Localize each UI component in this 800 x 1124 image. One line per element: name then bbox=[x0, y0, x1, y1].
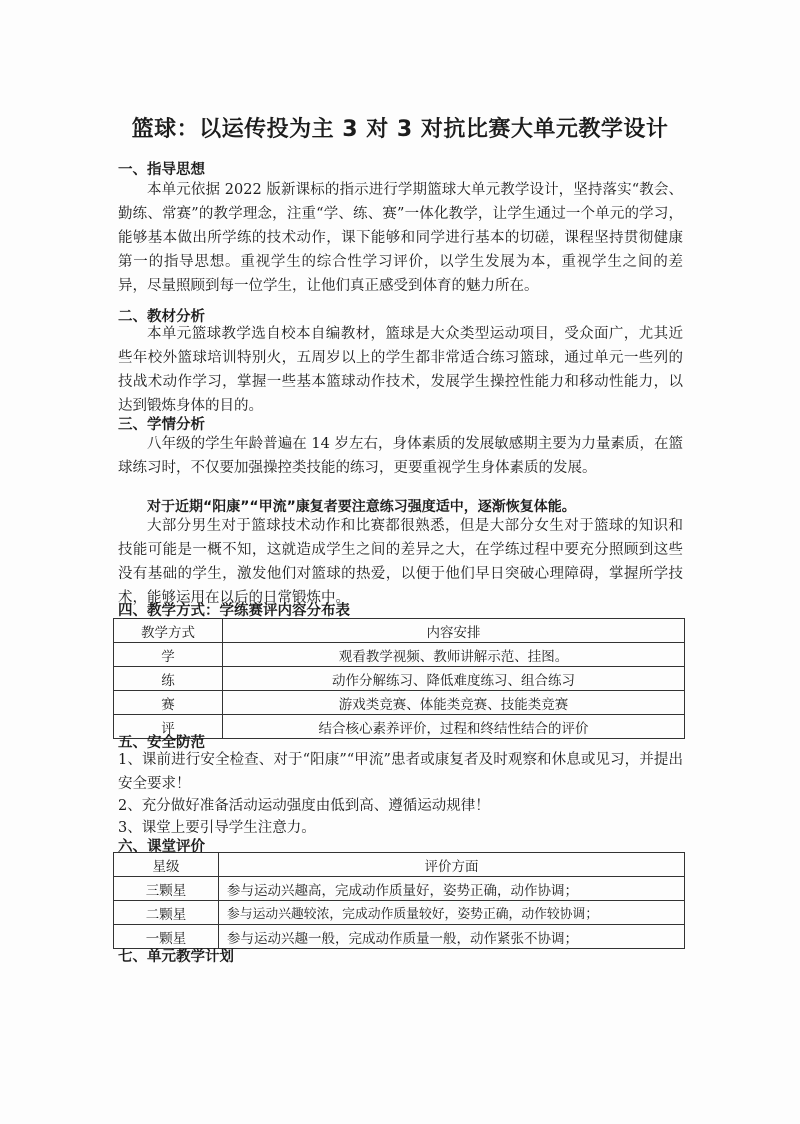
bold-note-recovery: 对于近期“阳康”“甲流”康复者要注意练习强度适中，逐渐恢复体能。 bbox=[147, 499, 576, 515]
table-cell: 二颗星 bbox=[114, 901, 219, 925]
table-row bbox=[114, 901, 685, 925]
paragraph-guiding-thought: 本单元依据 2022 版新课标的指示进行学期篮球大单元教学设计，坚持落实“教会、勤练、常赛”的教学理念，注重“学、练、赛”一体化教学，让学生通过一个单元的学习，能够基本做出所学练的技术动作，课下能够和同学进行基本的切磋，课程坚持贯彻健康第一的指导思想。重视学生的综合性学习评价，以学生发展为本，重视学生之间的差异，尽量照顾到每一位学生，让他们真正感受到体育的魅力所在。 bbox=[118, 182, 683, 294]
paragraph-learner-analysis-1: 八年级的学生年龄普遍在 14 岁左右，身体素质的发展敏感期主要为力量素质，在篮球练习时，不仅要加强操控类技能的练习，更要重视学生身体素质的发展。 bbox=[118, 436, 683, 476]
table-header-row bbox=[114, 853, 685, 877]
section-heading-teaching-method: 四、教学方式：学练赛评内容分布表 bbox=[118, 603, 350, 619]
table-cell: 学 bbox=[114, 643, 223, 667]
section-heading-unit-plan: 七、单元教学计划 bbox=[118, 949, 234, 965]
safety-item-1: 1、课前进行安全检查、对于“阳康”“甲流”患者或康复者及时观察和休息或见习，并提出安全要求！ bbox=[118, 752, 683, 792]
safety-item-3: 3、课堂上要引导学生注意力。 bbox=[118, 820, 316, 836]
section-heading-material-analysis: 二、教材分析 bbox=[118, 309, 205, 325]
table-cell: 赛 bbox=[114, 691, 223, 715]
table-cell: 参与运动兴趣较浓，完成动作质量较好，姿势正确，动作较协调； bbox=[219, 901, 685, 925]
table-cell: 结合核心素养评价，过程和终结性结合的评价 bbox=[223, 715, 685, 739]
table-header-cell: 评价方面 bbox=[219, 853, 685, 877]
table-cell: 评 bbox=[114, 715, 223, 739]
table-cell: 一颗星 bbox=[114, 925, 219, 949]
teaching-method-table bbox=[113, 618, 685, 739]
table-row bbox=[114, 667, 685, 691]
table-row bbox=[114, 691, 685, 715]
table-cell: 参与运动兴趣一般，完成动作质量一般，动作紧张不协调； bbox=[219, 925, 685, 949]
table-row bbox=[114, 877, 685, 901]
safety-item-2: 2、充分做好准备活动运动强度由低到高、遵循运动规律！ bbox=[118, 798, 490, 814]
table-header-cell: 内容安排 bbox=[223, 619, 685, 643]
paragraph-material-analysis: 本单元篮球教学选自校本自编教材，篮球是大众类型运动项目，受众面广，尤其近些年校外篮球培训特别火，五周岁以上的学生都非常适合练习篮球，通过单元一些列的技战术动作学习，掌握一些基本篮球动作技术，发展学生操控性能力和移动性能力，以达到锻炼身体的目的。 bbox=[118, 326, 683, 414]
section-heading-guiding-thought: 一、指导思想 bbox=[118, 162, 205, 178]
table-cell: 观看教学视频、教师讲解示范、挂图。 bbox=[223, 643, 685, 667]
table-header-cell: 星级 bbox=[114, 853, 219, 877]
section-heading-safety: 五、安全防范 bbox=[118, 735, 205, 751]
table-row bbox=[114, 643, 685, 667]
table-cell: 动作分解练习、降低难度练习、组合练习 bbox=[223, 667, 685, 691]
table-cell: 游戏类竞赛、体能类竞赛、技能类竞赛 bbox=[223, 691, 685, 715]
table-cell: 三颗星 bbox=[114, 877, 219, 901]
paragraph-learner-analysis-2: 大部分男生对于篮球技术动作和比赛都很熟悉，但是大部分女生对于篮球的知识和技能可能是一概不知，这就造成学生之间的差异之大，在学练过程中要充分照顾到这些没有基础的学生，激发他们对篮球的热爱，以便于他们早日突破心理障碍，掌握所学技术，能够运用在以后的日常锻炼中。 bbox=[118, 518, 683, 606]
table-cell: 参与运动兴趣高，完成动作质量好，姿势正确，动作协调； bbox=[219, 877, 685, 901]
section-heading-class-evaluation: 六、课堂评价 bbox=[118, 839, 205, 855]
class-evaluation-table bbox=[113, 852, 685, 949]
table-header-row bbox=[114, 619, 685, 643]
table-cell: 练 bbox=[114, 667, 223, 691]
section-heading-learner-analysis: 三、学情分析 bbox=[118, 417, 205, 433]
document-title: 篮球：以运传投为主 3 对 3 对抗比赛大单元教学设计 bbox=[131, 117, 669, 142]
table-header-cell: 教学方式 bbox=[114, 619, 223, 643]
